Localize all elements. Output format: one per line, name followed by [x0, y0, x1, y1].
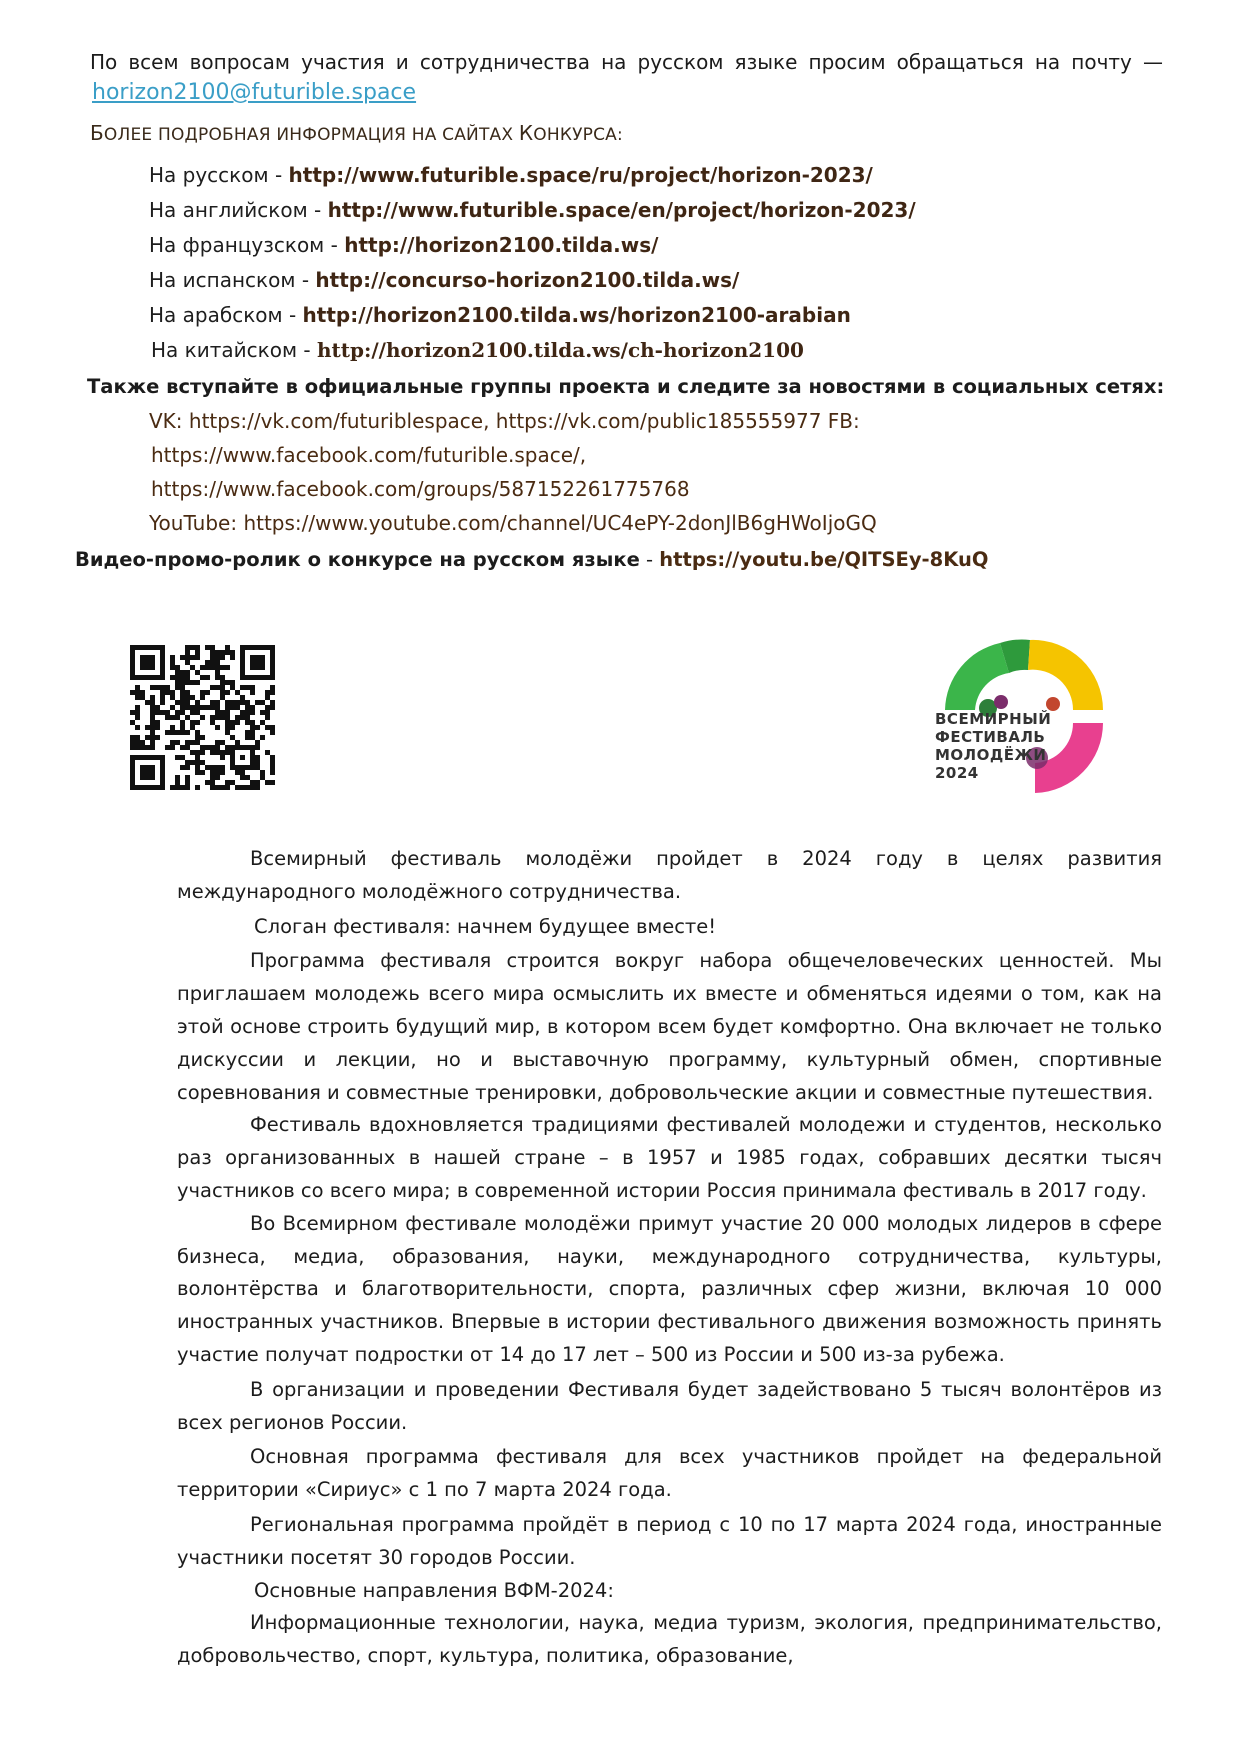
- fb-link-1[interactable]: https://www.facebook.com/futurible.space/,: [151, 443, 587, 467]
- youtube-label: YouTube:: [149, 511, 244, 535]
- vk-link-1[interactable]: https://vk.com/futuriblespace: [188, 409, 484, 433]
- site-row-russian: [149, 163, 873, 187]
- site-row-spanish: [149, 268, 739, 292]
- body-paragraph: Фестиваль вдохновляется традициями фестивалей молодежи и студентов, несколько раз организованных в нашей стране – в 1957 и 1985 годах, собравших десятки тысяч участников со всего мира; в современной истории Россия принимала фестиваль в 2017 году.: [177, 1113, 1162, 1202]
- promo-label: Видео-промо-ролик о конкурсе на русском языке: [75, 548, 640, 571]
- body-paragraph: Во Всемирном фестивале молодёжи примут участие 20 000 молодых лидеров в сфере бизнеса, медиа, образования, науки, международного сотрудничества, культуры, волонтёрства и благотворительности, спорта, различных сфер жизни, включая 10 000 иностранных участников. Впервые в истории фестивального движения возможность принять участие получат подростки от 14 до 17 лет – 500 из России и 500 из-за рубежа.: [177, 1211, 1162, 1366]
- sites-heading: БОЛЕЕ ПОДРОБНАЯ ИНФОРМАЦИЯ НА САЙТАХ КОНКУРСА:: [90, 121, 623, 145]
- logo-text-line-1: ВСЕМИРНЫЙ: [935, 710, 1052, 728]
- site-row-arabic: [149, 303, 851, 327]
- site-link-arabic[interactable]: http://horizon2100.tilda.ws/horizon2100-arabian: [302, 303, 851, 327]
- logo-text-line-3: МОЛОДЁЖИ: [935, 746, 1047, 764]
- site-link-french[interactable]: http://horizon2100.tilda.ws/: [344, 233, 659, 257]
- contact-email-link[interactable]: horizon2100@futurible.space: [92, 80, 417, 105]
- social-heading: Также вступайте в официальные группы проекта и следите за новостями в социальных сетях:: [87, 375, 1165, 398]
- promo-video-line: [75, 548, 988, 571]
- site-label: На испанском -: [149, 268, 316, 292]
- vk-label: VK:: [149, 409, 189, 433]
- site-row-english: [149, 198, 916, 222]
- body-paragraph: В организации и проведении Фестиваля будет задействовано 5 тысяч волонтёров из всех регионов России.: [177, 1377, 1162, 1434]
- separator: ,: [483, 409, 496, 433]
- social-row-youtube: [149, 511, 877, 535]
- qr-code: [130, 645, 275, 790]
- contact-text: По всем вопросам участия и сотрудничества на русском языке просим обращаться на почту —: [90, 50, 1163, 74]
- vk-link-2[interactable]: https://vk.com/public185555977: [495, 409, 822, 433]
- site-row-chinese: [151, 338, 804, 362]
- promo-video-link[interactable]: https://youtu.be/QITSEy-8KuQ: [659, 548, 989, 571]
- body-paragraph: Всемирный фестиваль молодёжи пройдет в 2024 году в целях развития международного молодёжного сотрудничества.: [177, 847, 1162, 903]
- body-paragraph: Основная программа фестиваля для всех участников пройдет на федеральной территории «Сириус» с 1 по 7 марта 2024 года.: [177, 1445, 1162, 1502]
- body-paragraph: Слоган фестиваля: начнем будущее вместе!: [254, 914, 717, 938]
- fb-link-2[interactable]: https://www.facebook.com/groups/587152261775768: [151, 477, 690, 501]
- logo-text-line-2: ФЕСТИВАЛЬ: [935, 728, 1046, 746]
- site-label: На арабском -: [149, 303, 303, 327]
- site-link-russian[interactable]: http://www.futurible.space/ru/project/horizon-2023/: [288, 163, 873, 187]
- site-label: На французском -: [149, 233, 345, 257]
- site-link-english[interactable]: http://www.futurible.space/en/project/horizon-2023/: [327, 198, 916, 222]
- social-row-vk: [149, 409, 860, 433]
- site-link-chinese[interactable]: http://horizon2100.tilda.ws/ch-horizon2100: [316, 338, 804, 362]
- site-label: На английском -: [149, 198, 328, 222]
- logo-dot-purple: [994, 695, 1008, 709]
- logo-text-line-4: 2024: [935, 764, 979, 782]
- logo-yellow-arc: [1028, 640, 1103, 710]
- site-label: На китайском -: [151, 338, 317, 362]
- body-paragraph: Программа фестиваля строится вокруг набора общечеловеческих ценностей. Мы приглашаем молодежь всего мира осмыслить их вместе и обменяться идеями о том, как на этой основе строить будущий мир, в котором всем будет комфортно. Она включает не только дискуссии и лекции, но и выставочную программу, культурный обмен, спортивные соревнования и совместные тренировки, добровольческие акции и совместные путешествия.: [177, 949, 1162, 1104]
- fb-label: FB:: [821, 409, 860, 433]
- logo-dot-red: [1046, 697, 1060, 711]
- separator: -: [639, 548, 660, 571]
- youtube-link[interactable]: https://www.youtube.com/channel/UC4ePY-2donJlB6gHWoIjoGQ: [243, 511, 877, 535]
- body-paragraph: Информационные технологии, наука, медиа туризм, экология, предпринимательство, добровольчество, спорт, культура, политика, образование,: [177, 1611, 1162, 1668]
- site-label: На русском -: [149, 163, 289, 187]
- body-paragraph: Основные направления ВФМ-2024:: [254, 1578, 614, 1602]
- body-paragraph: Региональная программа пройдёт в период с 10 по 17 марта 2024 года, иностранные участники посетят 30 городов России.: [177, 1512, 1162, 1569]
- festival-description: [177, 843, 1162, 1673]
- site-link-spanish[interactable]: http://concurso-horizon2100.tilda.ws/: [315, 268, 740, 292]
- site-row-french: [149, 233, 658, 257]
